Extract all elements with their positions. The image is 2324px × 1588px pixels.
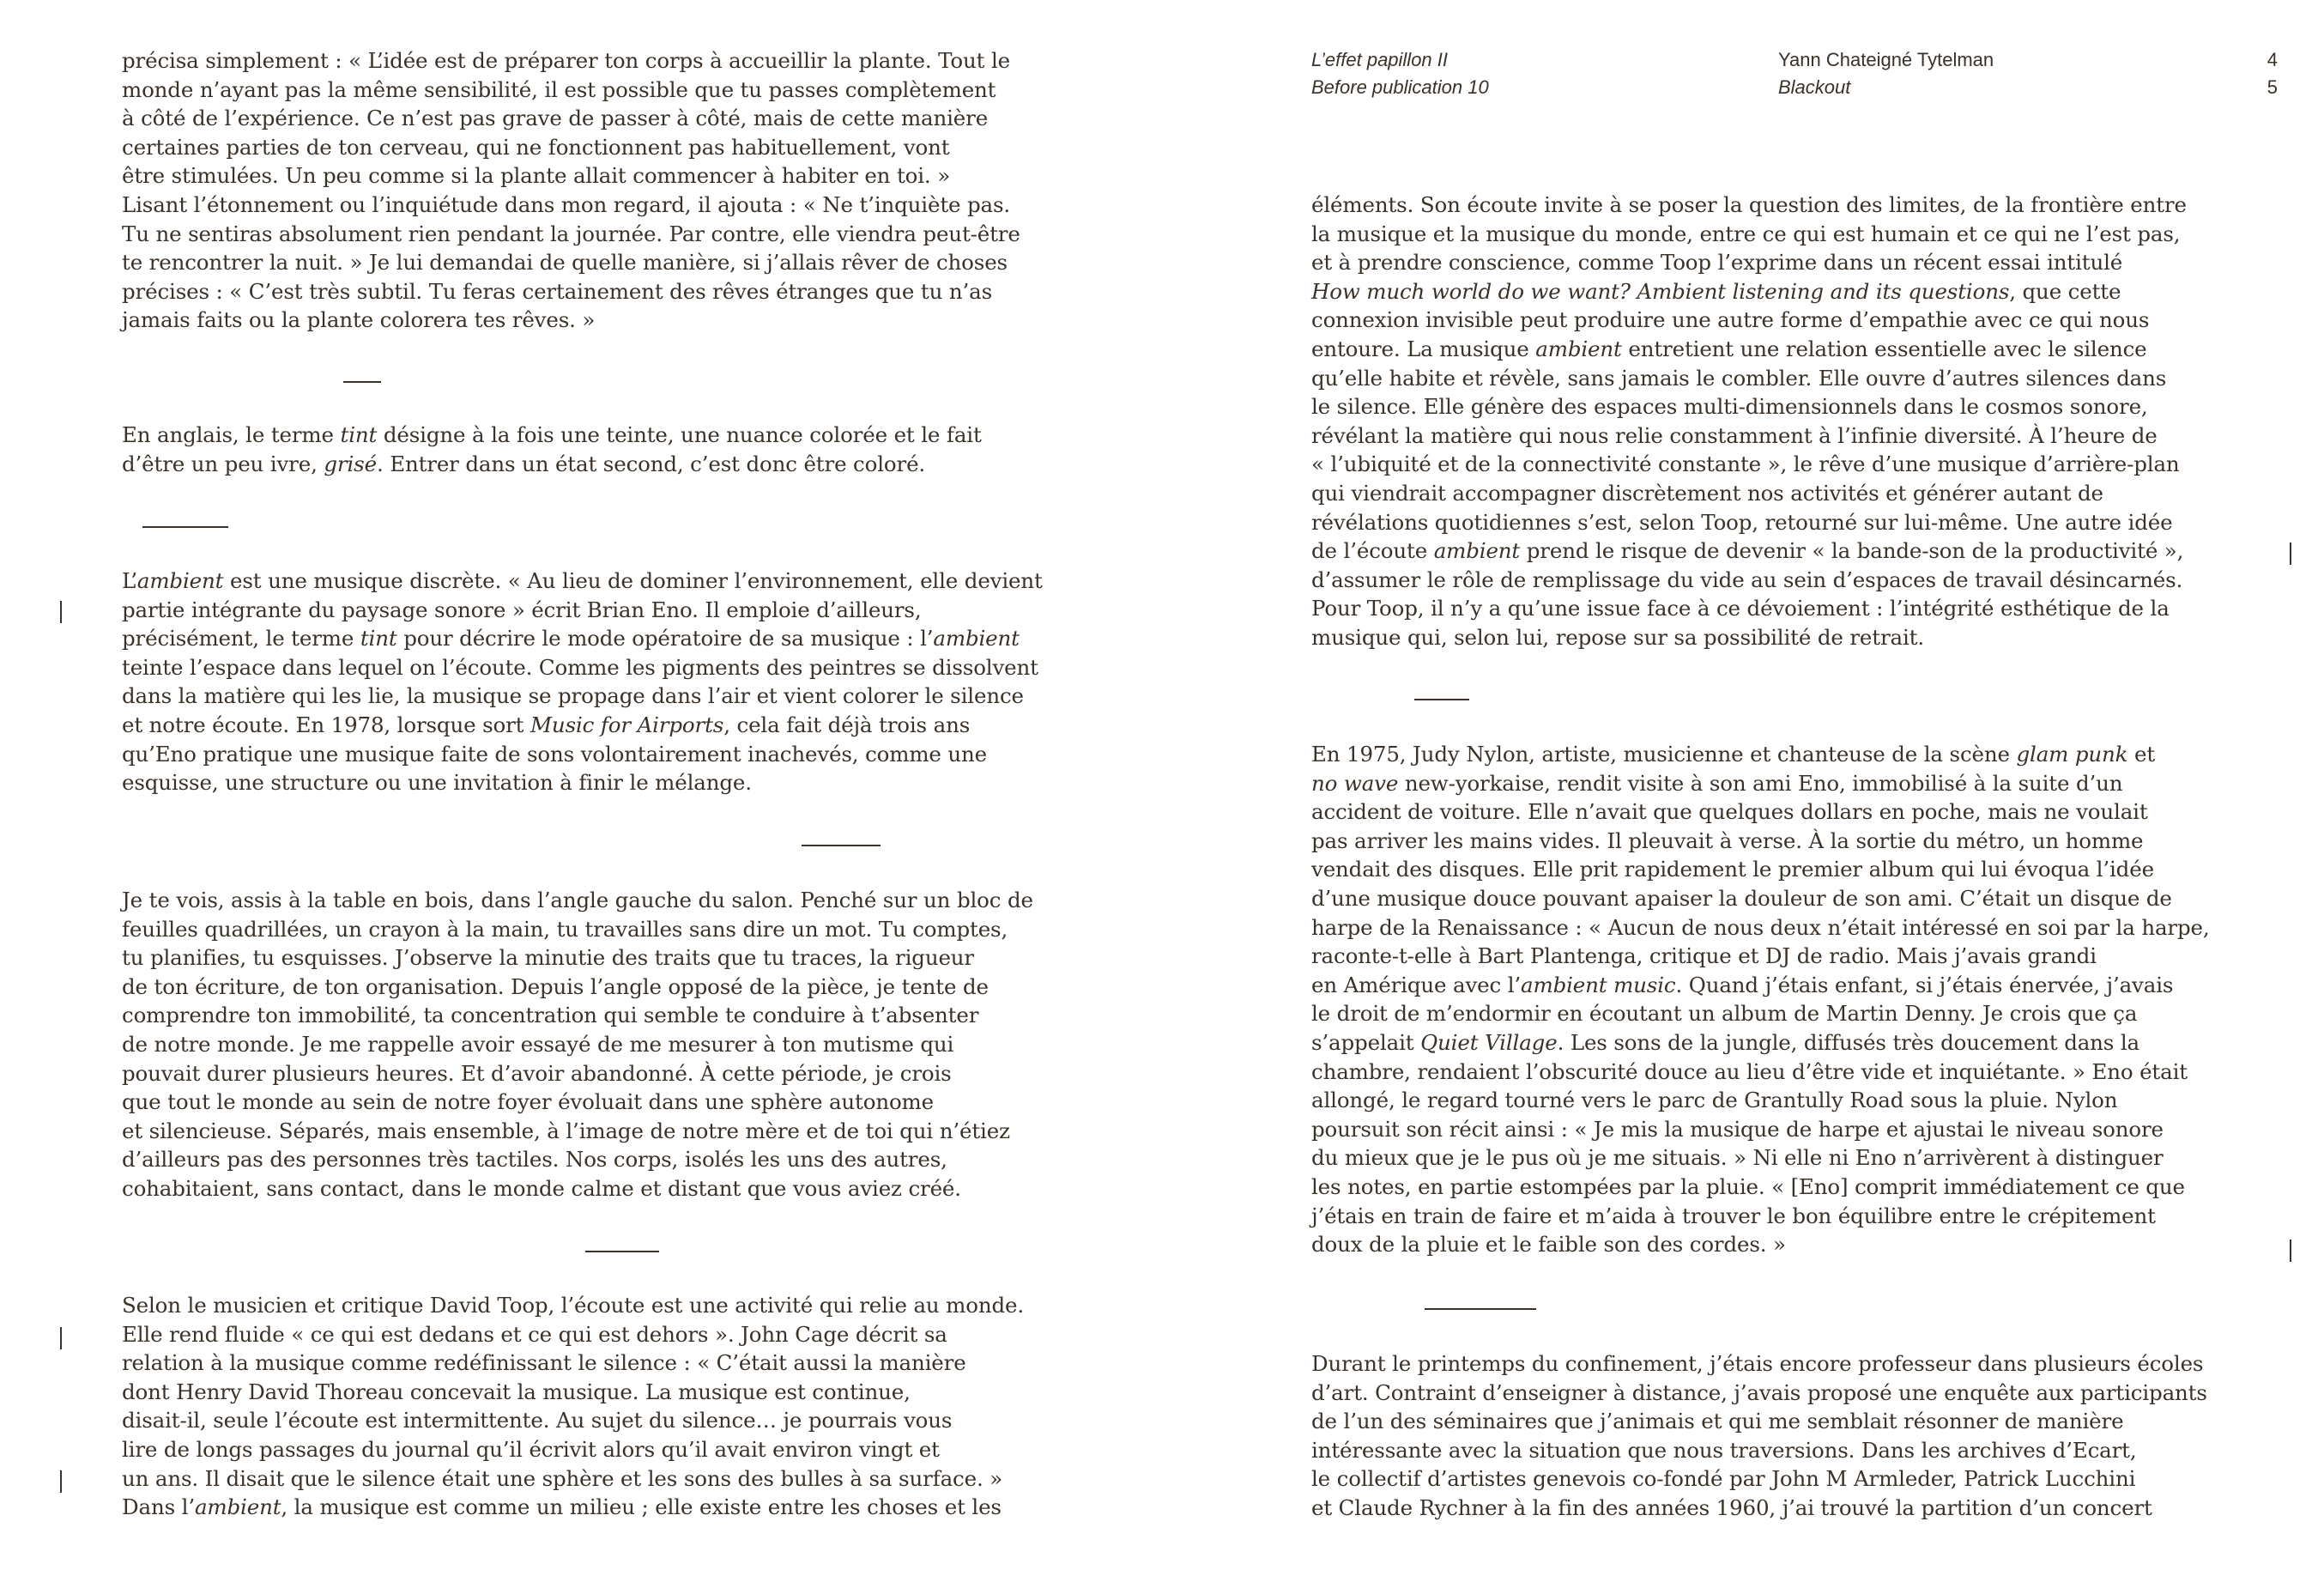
section-rule	[343, 381, 381, 383]
left-paragraph-3: L’ambient est une musique discrète. « Au lieu de dominer l’environnement, elle devient partie intégrante du paysage sonore » écrit Brian Eno. Il emploie d’ailleurs, précisément, le terme tint pour décrire le mode opératoire de sa musique : l’ambient teinte l’espace dans lequel on l’écoute. Comme les pigments des peintres se dissolvent dans la matière qui les lie, la musique se propage dans l’air et vient colorer le silence et notre écoute. En 1978, lorsque sort Music for Airports, cela fait déjà trois ans qu’Eno pratique une musique faite de sons volontairement inachevés, comme une esquisse, une structure ou une invitation à finir le mélange.	[122, 568, 1043, 796]
page-numbers: 4 5	[2267, 49, 2278, 98]
right-paragraph-1: éléments. Son écoute invite à se poser la question des limites, de la frontière entre la musique et la musique du monde, entre ce qui est humain et ce qui ne l’est pas, et à prendre conscience, comme Toop l’exprime dans un récent essai intitulé How much world do we want? Ambient listening and its questions, que cette connexion invisible peut produire une autre forme d’empathie avec ce qui nous entoure. La musique ambient entretient une relation essentielle avec le silence qu’elle habite et révèle, sans jamais le combler. Elle ouvre d’autres silences dans le silence. Elle génère des espaces multi-dimensionnels dans le cosmos sonore, révélant la matière qui nous relie constamment à l’infinie diversité. À l’heure de « l’ubiquité et de la connectivité constante », le rêve d’une musique d’arrière-plan qui viendrait accompagner discrètement nos activités et générer autant de révélations quotidiennes s’est, selon Toop, retourné sur lui-même. Une autre idée de l’écoute ambient prend le risque de devenir « la bande-son de la productivité », d’assumer le rôle de remplissage du vide au sein d’espaces de travail désincarnés. Pour Toop, il n’y a qu’une issue face à ce dévoiement : l’intégrité esthétique de la musique qui, selon lui, repose sur sa possibilité de retrait.	[1311, 192, 2187, 650]
left-paragraph-1: précisa simplement : « L’idée est de préparer ton corps à accueillir la plante. Tout le monde n’ayant pas la même sensibilité, il est possible que tu passes complètement à côté de l’expérience. Ce n’est pas grave de passer à côté, mais de cette manière certaines parties de ton cerveau, qui ne fonctionnent pas habituellement, vont être stimulées. Un peu comme si la plante allait commencer à habiter en toi. » Lisant l’étonnement ou l’inquiétude dans mon regard, il ajouta : « Ne t’inquiète pas. Tu ne sentiras absolument rien pendant la journée. Par contre, elle viendra peut-être te rencontrer la nuit. » Je lui demandai de quelle manière, si j’allais rêver de choses précises : « C’est très subtil. Tu feras certainement des rêves étranges que tu n’as jamais faits ou la plante colorera tes rêves. »	[122, 48, 1020, 333]
section-rule	[1425, 1308, 1536, 1310]
section-rule	[1414, 699, 1469, 700]
margin-bar	[2290, 542, 2291, 565]
left-paragraph-2: En anglais, le terme tint désigne à la fois une teinte, une nuance colorée et le fait d’être un peu ivre, grisé. Entrer dans un état second, c’est donc être coloré.	[122, 422, 982, 476]
right-paragraph-2: En 1975, Judy Nylon, artiste, musicienne et chanteuse de la scène glam punk et no wave new-yorkaise, rendit visite à son ami Eno, immobilisé à la suite d’un accident de voiture. Elle n’avait que quelques dollars en poche, mais ne voulait pas arriver les mains vides. Il pleuvait à verse. À la sortie du métro, un homme vendait des disques. Elle prit rapidement le premier album qui lui évoqua l’idée d’une musique douce pouvant apaiser la douleur de son ami. C’était un disque de harpe de la Renaissance : « Aucun de nous deux n’était intéressé en soi par la harpe, raconte-t-elle à Bart Plantenga, critique et DJ de radio. Mais j’avais grandi en Amérique avec l’ambient music. Quand j’étais enfant, si j’étais énervée, j’avais le droit de m’endormir en écoutant un album de Martin Denny. Je crois que ça s’appelait Quiet Village. Les sons de la jungle, diffusés très doucement dans la chambre, rendaient l’obscurité douce au lieu d’être vide et inquiétante. » Eno était allongé, le regard tourné vers le parc de Grantully Road sous la pluie. Nylon poursuit son récit ainsi : « Je mis la musique de harpe et ajustai le niveau sonore du mieux que je le pus où je me situais. » Ni elle ni Eno n’arrivèrent à distinguer les notes, en partie estompées par la pluie. « [Eno] comprit immédiatement ce que j’étais en train de faire et m’aida à trouver le bon équilibre entre le crépitement doux de la pluie et le faible son des cordes. »	[1311, 742, 2210, 1258]
margin-bar	[60, 1470, 62, 1493]
margin-bar	[60, 1327, 62, 1349]
right-paragraph-3: Durant le printemps du confinement, j’étais encore professeur dans plusieurs écoles d’art. Contraint d’enseigner à distance, j’avais proposé une enquête aux participants de l’un des séminaires que j’animais et qui me semblait résonner de manière intéressante avec la situation que nous traversions. Dans les archives d’Ecart, le collectif d’artistes genevois co-fondé par John M Armleder, Patrick Lucchini et Claude Rychner à la fin des années 1960, j’ai trouvé la partition d’un concert	[1311, 1351, 2207, 1520]
section-rule	[585, 1251, 659, 1252]
section-rule	[142, 526, 228, 528]
margin-bar	[2290, 1239, 2291, 1262]
left-paragraph-5: Selon le musicien et critique David Toop, l’écoute est une activité qui relie au monde. Elle rend fluide « ce qui est dedans et ce qui est dehors ». John Cage décrit sa relation à la musique comme redéfinissant le silence : « C’était aussi la manière dont Henry David Thoreau concevait la musique. La musique est continue, disait-il, seule l’écoute est intermittente. Au sujet du silence… je pourrais vous lire de longs passages du journal qu’il écrivit alors qu’il avait environ vingt et un ans. Il disait que le silence était une sphère et les sons des bulles à sa surface. » Dans l’ambient, la musique est comme un milieu ; elle existe entre les choses et les	[122, 1293, 1025, 1520]
left-paragraph-4: Je te vois, assis à la table en bois, dans l’angle gauche du salon. Penché sur un bloc de feuilles quadrillées, un crayon à la main, tu travailles sans dire un mot. Tu comptes, tu planifies, tu esquisses. J’observe la minutie des traits que tu traces, la rigueur de ton écriture, de ton organisation. Depuis l’angle opposé de la pièce, je tente de comprendre ton immobilité, ta concentration qui semble te conduire à t’absenter de notre monde. Je me rappelle avoir essayé de me mesurer à ton mutisme qui pouvait durer plusieurs heures. Et d’avoir abandonné. À cette période, je crois que tout le monde au sein de notre foyer évoluait dans une sphère autonome et silencieuse. Séparés, mais ensemble, à l’image de notre mère et de toi qui n’étiez d’ailleurs pas des personnes très tactiles. Nos corps, isolés les uns des autres, cohabitaient, sans contact, dans le monde calme et distant que vous aviez créé.	[122, 888, 1033, 1201]
margin-bar	[60, 601, 62, 623]
running-title: L’effet papillon II Before publication 10	[1311, 49, 1489, 98]
running-author: Yann Chateigné Tytelman Blackout	[1778, 49, 1994, 98]
section-rule	[802, 845, 881, 846]
